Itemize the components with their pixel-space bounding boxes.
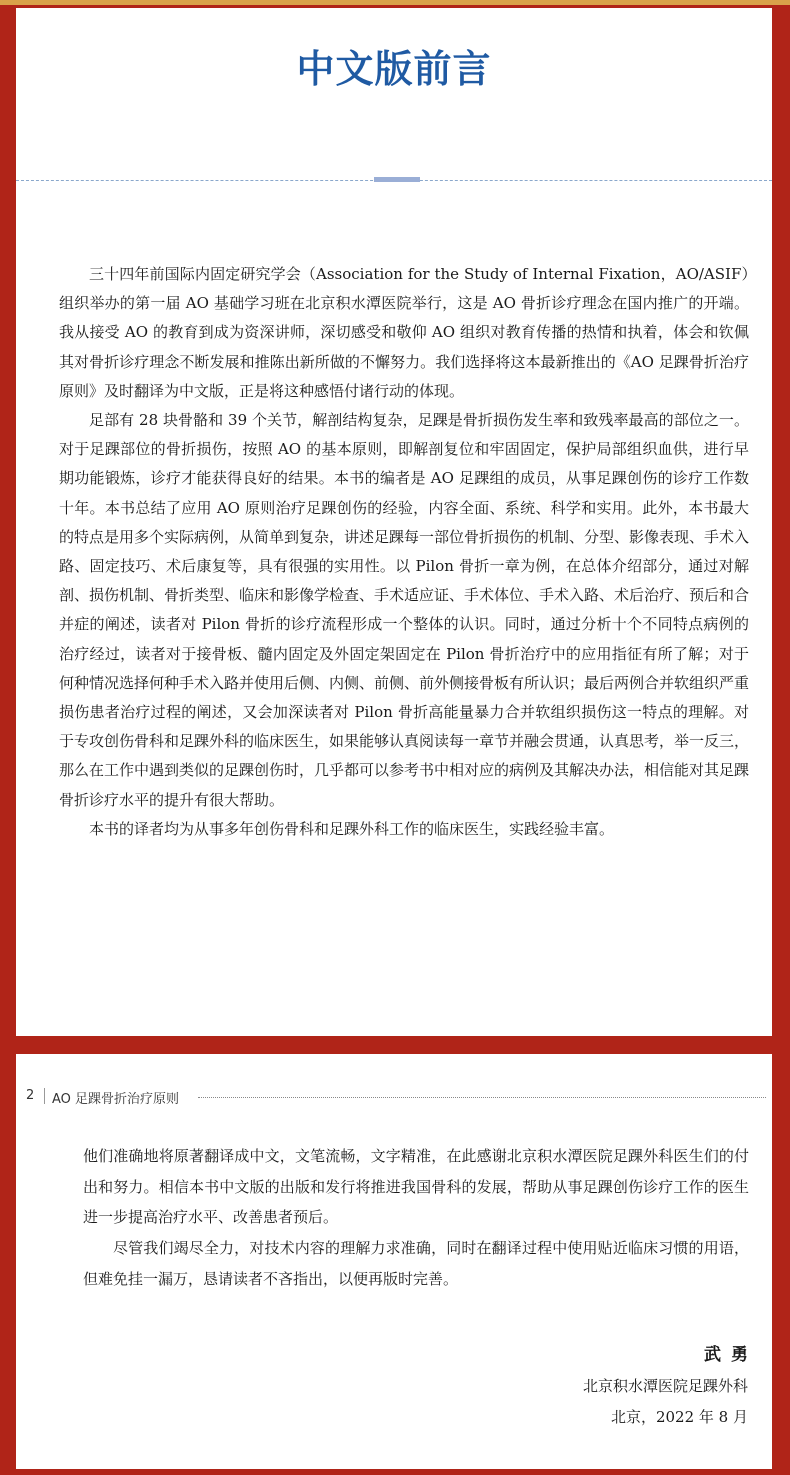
- page-title: 中文版前言: [296, 46, 492, 91]
- page-number: 2: [26, 1088, 35, 1103]
- preface-page-1: [16, 8, 772, 1036]
- paragraph-content: 足部有 28 块骨骼和 39 个关节，解剖结构复杂，足踝是骨折损伤发生率和致残率最高的部位之一。对于足踝部位的骨折损伤，按照 AO 的基本原则，即解剖复位和牢固固定，保护局部组织血供，进行早期功能锻炼，诊疗才能获得良好的结果。本书的编者是 AO 足踝组的成员，从事足踝创伤的诊疗工作数十年。本书总结了应用 AO 原则治疗足踝创伤的经验，内容全面、系统、科学和实用。此外，本书最大的特点是用多个实际病例，从简单到复杂，讲述足踝每一部位骨折损伤的机制、分型、影像表现、手术入路、固定技巧、术后康复等，具有很强的实用性。以 Pilon 骨折一章为例，在总体介绍部分，通过对解剖、损伤机制、骨折类型、临床和影像学检查、手术适应证、手术体位、手术入路、术后治疗、预后和合并症的阐述，读者对 Pilon 骨折的诊疗流程形成一个整体的认识。同时，通过分析十个不同特点病例的治疗经过，读者对于接骨板、髓内固定及外固定架固定在 Pilon 骨折治疗中的应用指征有所了解；对于何种情况选择何种手术入路并使用后侧、内侧、前侧、前外侧接骨板有所认识；最后两例合并软组织严重损伤患者治疗过程的阐述，又会加深读者对 Pilon 骨折高能量暴力合并软组织损伤这一特点的理解。对于专攻创伤骨科和足踝外科的临床医生，如果能够认真阅读每一章节并融会贯通，认真思考，举一反三，那么在工作中遇到类似的足踝创伤时，几乎都可以参考书中相对应的病例及其解决办法，相信能对其足踝骨折诊疗水平的提升有很大帮助。: [59, 411, 750, 809]
- signature-organization: 北京积水潭医院足踝外科: [582, 1377, 748, 1395]
- preface-page-2: [16, 1054, 772, 1469]
- header-dotted-rule: [198, 1097, 766, 1098]
- running-title: AO 足踝骨折治疗原则: [52, 1092, 180, 1107]
- paragraph-translators: 本书的译者均为从事多年创伤骨科和足踝外科工作的临床医生，实践经验丰富。: [89, 819, 615, 838]
- divider-accent: [374, 177, 420, 182]
- signature-date: 北京，2022 年 8 月: [610, 1408, 748, 1426]
- header-separator: [44, 1088, 45, 1104]
- running-header: [26, 1086, 766, 1106]
- paragraph-continuation: 他们准确地将原著翻译成中文，文笔流畅，文字精准，在此感谢北京积水潭医院足踝外科医生们的付出和努力。相信本书中文版的出版和发行将推进我国骨科的发展，帮助从事足踝创伤诊疗工作的医生进一步提高治疗水平、改善患者预后。: [83, 1147, 749, 1227]
- preface-body-continued: [83, 1141, 749, 1295]
- paragraph-apology: 尽管我们竭尽全力，对技术内容的理解力求准确，同时在翻译过程中使用贴近临床习惯的用语，但难免挂一漏万，恳请读者不吝指出，以便再版时完善。: [83, 1239, 749, 1288]
- paragraph-history: 三十四年前国际内固定研究学会（Association for the Study of Internal Fixation，AO/ASIF）组织举办的第一届 AO 基础学习班在北京积水潭医院举行，这是 AO 骨折诊疗理念在国内推广的开端。我从接受 AO 的教育到成为资深讲师，深切感受和敬仰 AO 组织对教育传播的热情和执着，体会和钦佩其对骨折诊疗理念不断发展和推陈出新所做的不懈努力。我们选择将这本最新推出的《AO 足踝骨折治疗原则》及时翻译为中文版，正是将这种感悟付诸行动的体现。: [59, 265, 749, 400]
- preface-body: [59, 260, 749, 844]
- signature-name: 武勇: [704, 1345, 758, 1365]
- top-border-strip: [0, 0, 790, 5]
